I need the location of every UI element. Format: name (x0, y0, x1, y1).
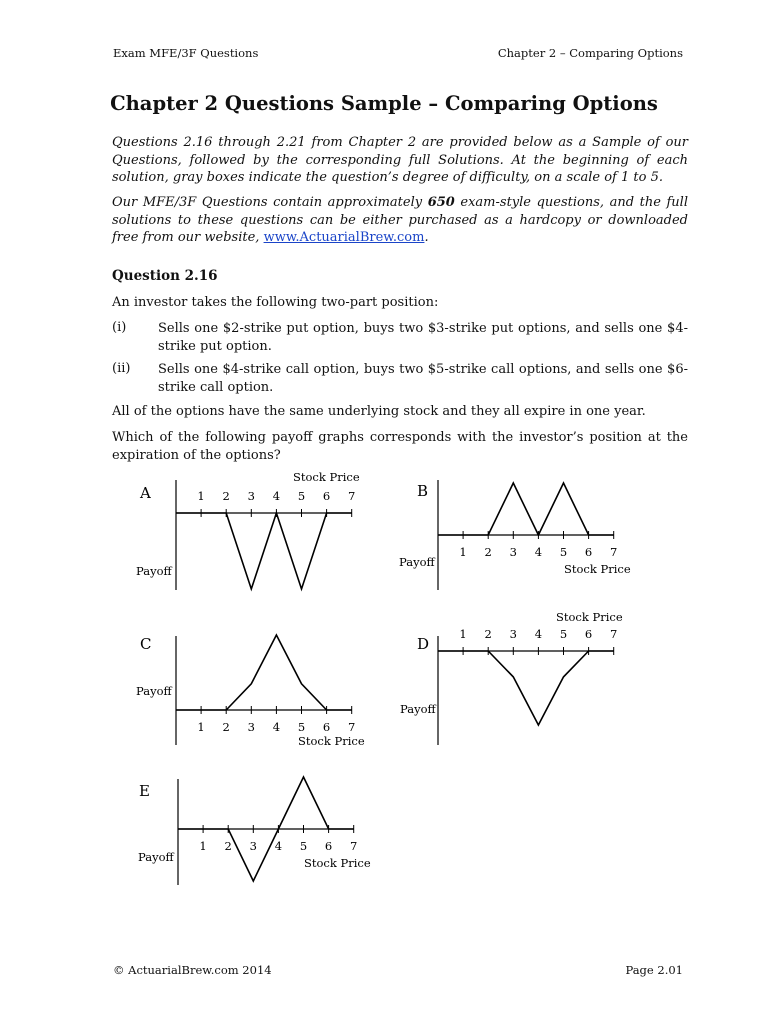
graph-option-d (400, 610, 623, 745)
tick-label-b: 1 (459, 545, 467, 559)
tick-label-c: 6 (322, 720, 331, 734)
y-axis-label-b: Payoff (399, 555, 435, 569)
option-letter-c: C (140, 635, 152, 653)
website-link[interactable]: www.ActuarialBrew.com (263, 230, 425, 245)
y-axis-label-c: Payoff (136, 684, 172, 698)
tick-label-c: 2 (222, 720, 230, 734)
question-heading: Question 2.16 (112, 268, 218, 284)
tick-label-e: 5 (299, 839, 308, 853)
question-prompt: Which of the following payoff graphs corresponds with the investor’s position at the expiration of the options? (112, 430, 688, 463)
intro-p2-before: Our MFE/3F Questions contain approximately (112, 195, 428, 210)
question-note: All of the options have the same underlying stock and they all expire in one year. (112, 404, 646, 419)
tick-label-e: 1 (199, 839, 207, 853)
footer-page-number: Page 2.01 (625, 963, 683, 977)
intro-paragraph-1: Questions 2.16 through 2.21 from Chapter 2 are provided below as a Sample of our Questions, followed by the corresponding full Solutions. At the beginning of each solution, gray boxes indicate the question’s degree of difficulty, on a scale of 1 to 5. (112, 135, 688, 185)
tick-label-d: 1 (459, 627, 467, 641)
tick-label-b: 4 (534, 545, 543, 559)
tick-label-e: 3 (249, 839, 257, 853)
tick-label-d: 3 (509, 627, 517, 641)
tick-label-c: 7 (348, 720, 356, 734)
footer-copyright: © ActuarialBrew.com 2014 (113, 963, 272, 977)
tick-label-d: 4 (534, 627, 543, 641)
tick-label-c: 5 (297, 720, 306, 734)
tick-label-b: 5 (559, 545, 568, 559)
item-text-1: Sells one $2-strike put option, buys two $3-strike put options, and sells one $4-strike put option. (158, 321, 688, 354)
header-left: Exam MFE/3F Questions (113, 46, 259, 60)
payoff-line-c (176, 635, 352, 710)
x-axis-label-d: Stock Price (556, 610, 623, 624)
item-number-2: (ii) (112, 361, 131, 376)
tick-label-e: 7 (350, 839, 358, 853)
tick-label-a: 2 (222, 489, 230, 503)
tick-label-b: 7 (610, 545, 618, 559)
tick-label-b: 3 (509, 545, 517, 559)
option-letter-d: D (417, 635, 430, 653)
item-number-1: (i) (112, 320, 127, 335)
tick-label-b: 6 (584, 545, 593, 559)
header-right: Chapter 2 – Comparing Options (497, 46, 683, 60)
tick-label-a: 4 (272, 489, 281, 503)
graph-option-b (399, 480, 631, 590)
payoff-line-d (438, 651, 614, 725)
tick-label-a: 1 (197, 489, 205, 503)
question-count: 650 (427, 195, 455, 210)
page-title: Chapter 2 Questions Sample – Comparing Options (110, 92, 658, 115)
tick-label-a: 7 (348, 489, 356, 503)
question-stem: An investor takes the following two-part position: (112, 295, 439, 310)
graph-option-a (136, 470, 360, 590)
intro-p2-mid: exam-style questions, and the full solutions to these questions can be either purchased as a hardcopy or downloaded free from our website, (112, 195, 688, 245)
payoff-line-a (176, 513, 352, 589)
x-axis-label-b: Stock Price (564, 562, 631, 576)
tick-label-c: 1 (197, 720, 205, 734)
tick-label-a: 5 (297, 489, 306, 503)
tick-label-c: 3 (247, 720, 255, 734)
tick-label-a: 6 (322, 489, 331, 503)
tick-label-d: 5 (559, 627, 568, 641)
option-letter-b: B (417, 482, 429, 500)
tick-label-e: 2 (224, 839, 232, 853)
graph-option-e (138, 777, 371, 885)
tick-label-d: 7 (610, 627, 618, 641)
intro-p2-after: . (424, 230, 429, 245)
tick-label-a: 3 (247, 489, 255, 503)
y-axis-label-d: Payoff (400, 702, 436, 716)
y-axis-label-a: Payoff (136, 564, 172, 578)
tick-label-e: 6 (324, 839, 333, 853)
option-letter-a: A (140, 484, 151, 502)
tick-label-e: 4 (274, 839, 283, 853)
x-axis-label-c: Stock Price (298, 734, 365, 748)
x-axis-label-a: Stock Price (293, 470, 360, 484)
graph-option-c (136, 635, 365, 748)
tick-label-d: 2 (484, 627, 492, 641)
x-axis-label-e: Stock Price (304, 856, 371, 870)
payoff-line-b (438, 483, 614, 535)
y-axis-label-e: Payoff (138, 850, 174, 864)
tick-label-b: 2 (484, 545, 492, 559)
tick-label-d: 6 (584, 627, 593, 641)
option-letter-e: E (139, 782, 150, 800)
item-text-2: Sells one $4-strike call option, buys two $5-strike call options, and sells one $6-strike call option. (158, 362, 688, 395)
tick-label-c: 4 (272, 720, 281, 734)
